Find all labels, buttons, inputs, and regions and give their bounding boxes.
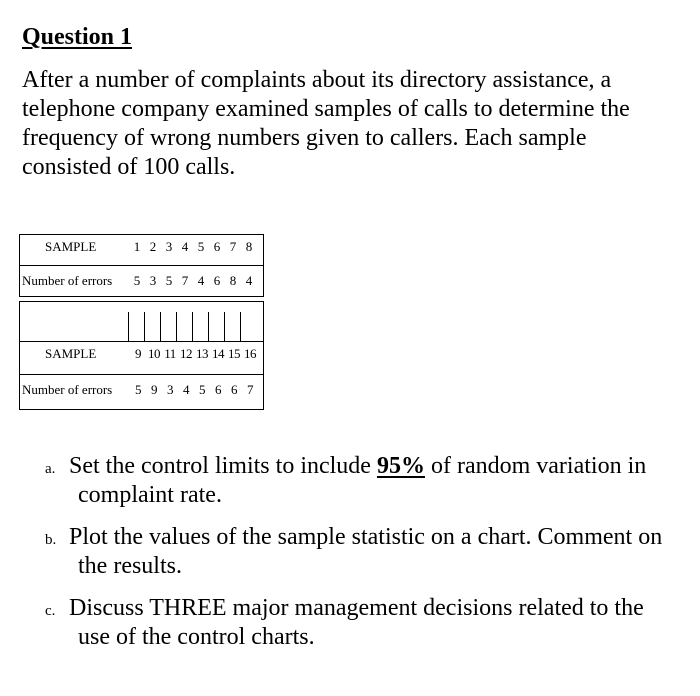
column-tick — [144, 312, 145, 342]
errors-label: Number of errors — [22, 273, 113, 288]
question-line — [69, 452, 680, 481]
question-item-a — [40, 452, 680, 510]
error-count: 8 — [229, 273, 237, 288]
errors-row — [20, 266, 263, 296]
sample-number: 15 — [228, 346, 240, 361]
sample-row — [20, 235, 263, 266]
sample-number: 8 — [245, 239, 253, 254]
error-counts — [130, 382, 258, 398]
error-count: 4 — [197, 273, 205, 288]
question-line: Plot the values of the sample statistic on a chart. Comment on — [69, 524, 663, 550]
question-marker: a. — [45, 461, 56, 477]
error-count: 6 — [215, 382, 221, 397]
sample-number: 7 — [229, 239, 237, 254]
question-text: Set the control limits to include — [69, 453, 377, 479]
question-heading: Question 1 — [22, 24, 133, 50]
sample-numbers — [130, 346, 258, 362]
error-count: 5 — [165, 273, 173, 288]
sample-label: SAMPLE — [45, 346, 97, 361]
intro-line: consisted of 100 calls. — [22, 154, 236, 180]
intro-line: telephone company examined samples of calls to determine the — [22, 96, 630, 122]
question-marker: c. — [45, 603, 56, 619]
errors-row — [20, 375, 263, 409]
errors-table-samples-9-16 — [19, 341, 264, 410]
intro-line: After a number of complaints about its directory assistance, a — [22, 67, 612, 93]
intro-line: frequency of wrong numbers given to callers. Each sample — [22, 125, 587, 151]
error-count: 4 — [245, 273, 253, 288]
sample-number: 1 — [133, 239, 141, 254]
table-divider-strip — [19, 301, 264, 342]
sample-number: 6 — [213, 239, 221, 254]
error-count: 5 — [133, 273, 141, 288]
sample-label: SAMPLE — [45, 239, 97, 254]
error-count: 9 — [151, 382, 157, 397]
question-text: of random variation in — [424, 453, 647, 479]
question-list — [40, 452, 680, 665]
column-tick — [192, 312, 193, 342]
sample-numbers — [129, 239, 257, 255]
error-count: 7 — [181, 273, 189, 288]
question-line: use of the control charts. — [78, 624, 315, 650]
errors-label: Number of errors — [22, 382, 113, 397]
question-line: the results. — [78, 553, 182, 579]
sample-number: 11 — [164, 346, 176, 361]
error-count: 4 — [183, 382, 189, 397]
sample-number: 3 — [165, 239, 173, 254]
column-tick — [208, 312, 209, 342]
error-count: 3 — [167, 382, 173, 397]
question-item-b — [40, 523, 680, 581]
error-count: 7 — [247, 382, 253, 397]
sample-number: 4 — [181, 239, 189, 254]
column-tick — [240, 312, 241, 342]
sample-number: 9 — [135, 346, 141, 361]
column-tick — [128, 312, 129, 342]
sample-number: 10 — [148, 346, 160, 361]
sample-number: 13 — [196, 346, 208, 361]
question-marker: b. — [45, 532, 57, 548]
errors-table-samples-1-8 — [19, 234, 264, 297]
question-line: Discuss THREE major management decisions related to the — [69, 595, 644, 621]
error-count: 5 — [199, 382, 205, 397]
sample-number: 16 — [244, 346, 256, 361]
question-item-c — [40, 594, 680, 652]
sample-number: 5 — [197, 239, 205, 254]
column-tick — [176, 312, 177, 342]
error-count: 6 — [231, 382, 237, 397]
error-count: 3 — [149, 273, 157, 288]
column-tick — [224, 312, 225, 342]
column-tick — [160, 312, 161, 342]
intro-paragraph — [22, 66, 682, 182]
emphasis-percent: 95% — [376, 453, 425, 479]
sample-number: 12 — [180, 346, 192, 361]
error-count: 5 — [135, 382, 141, 397]
question-line: complaint rate. — [78, 482, 222, 508]
error-counts — [129, 273, 257, 289]
sample-row — [20, 342, 263, 375]
sample-number: 14 — [212, 346, 224, 361]
error-count: 6 — [213, 273, 221, 288]
sample-number: 2 — [149, 239, 157, 254]
